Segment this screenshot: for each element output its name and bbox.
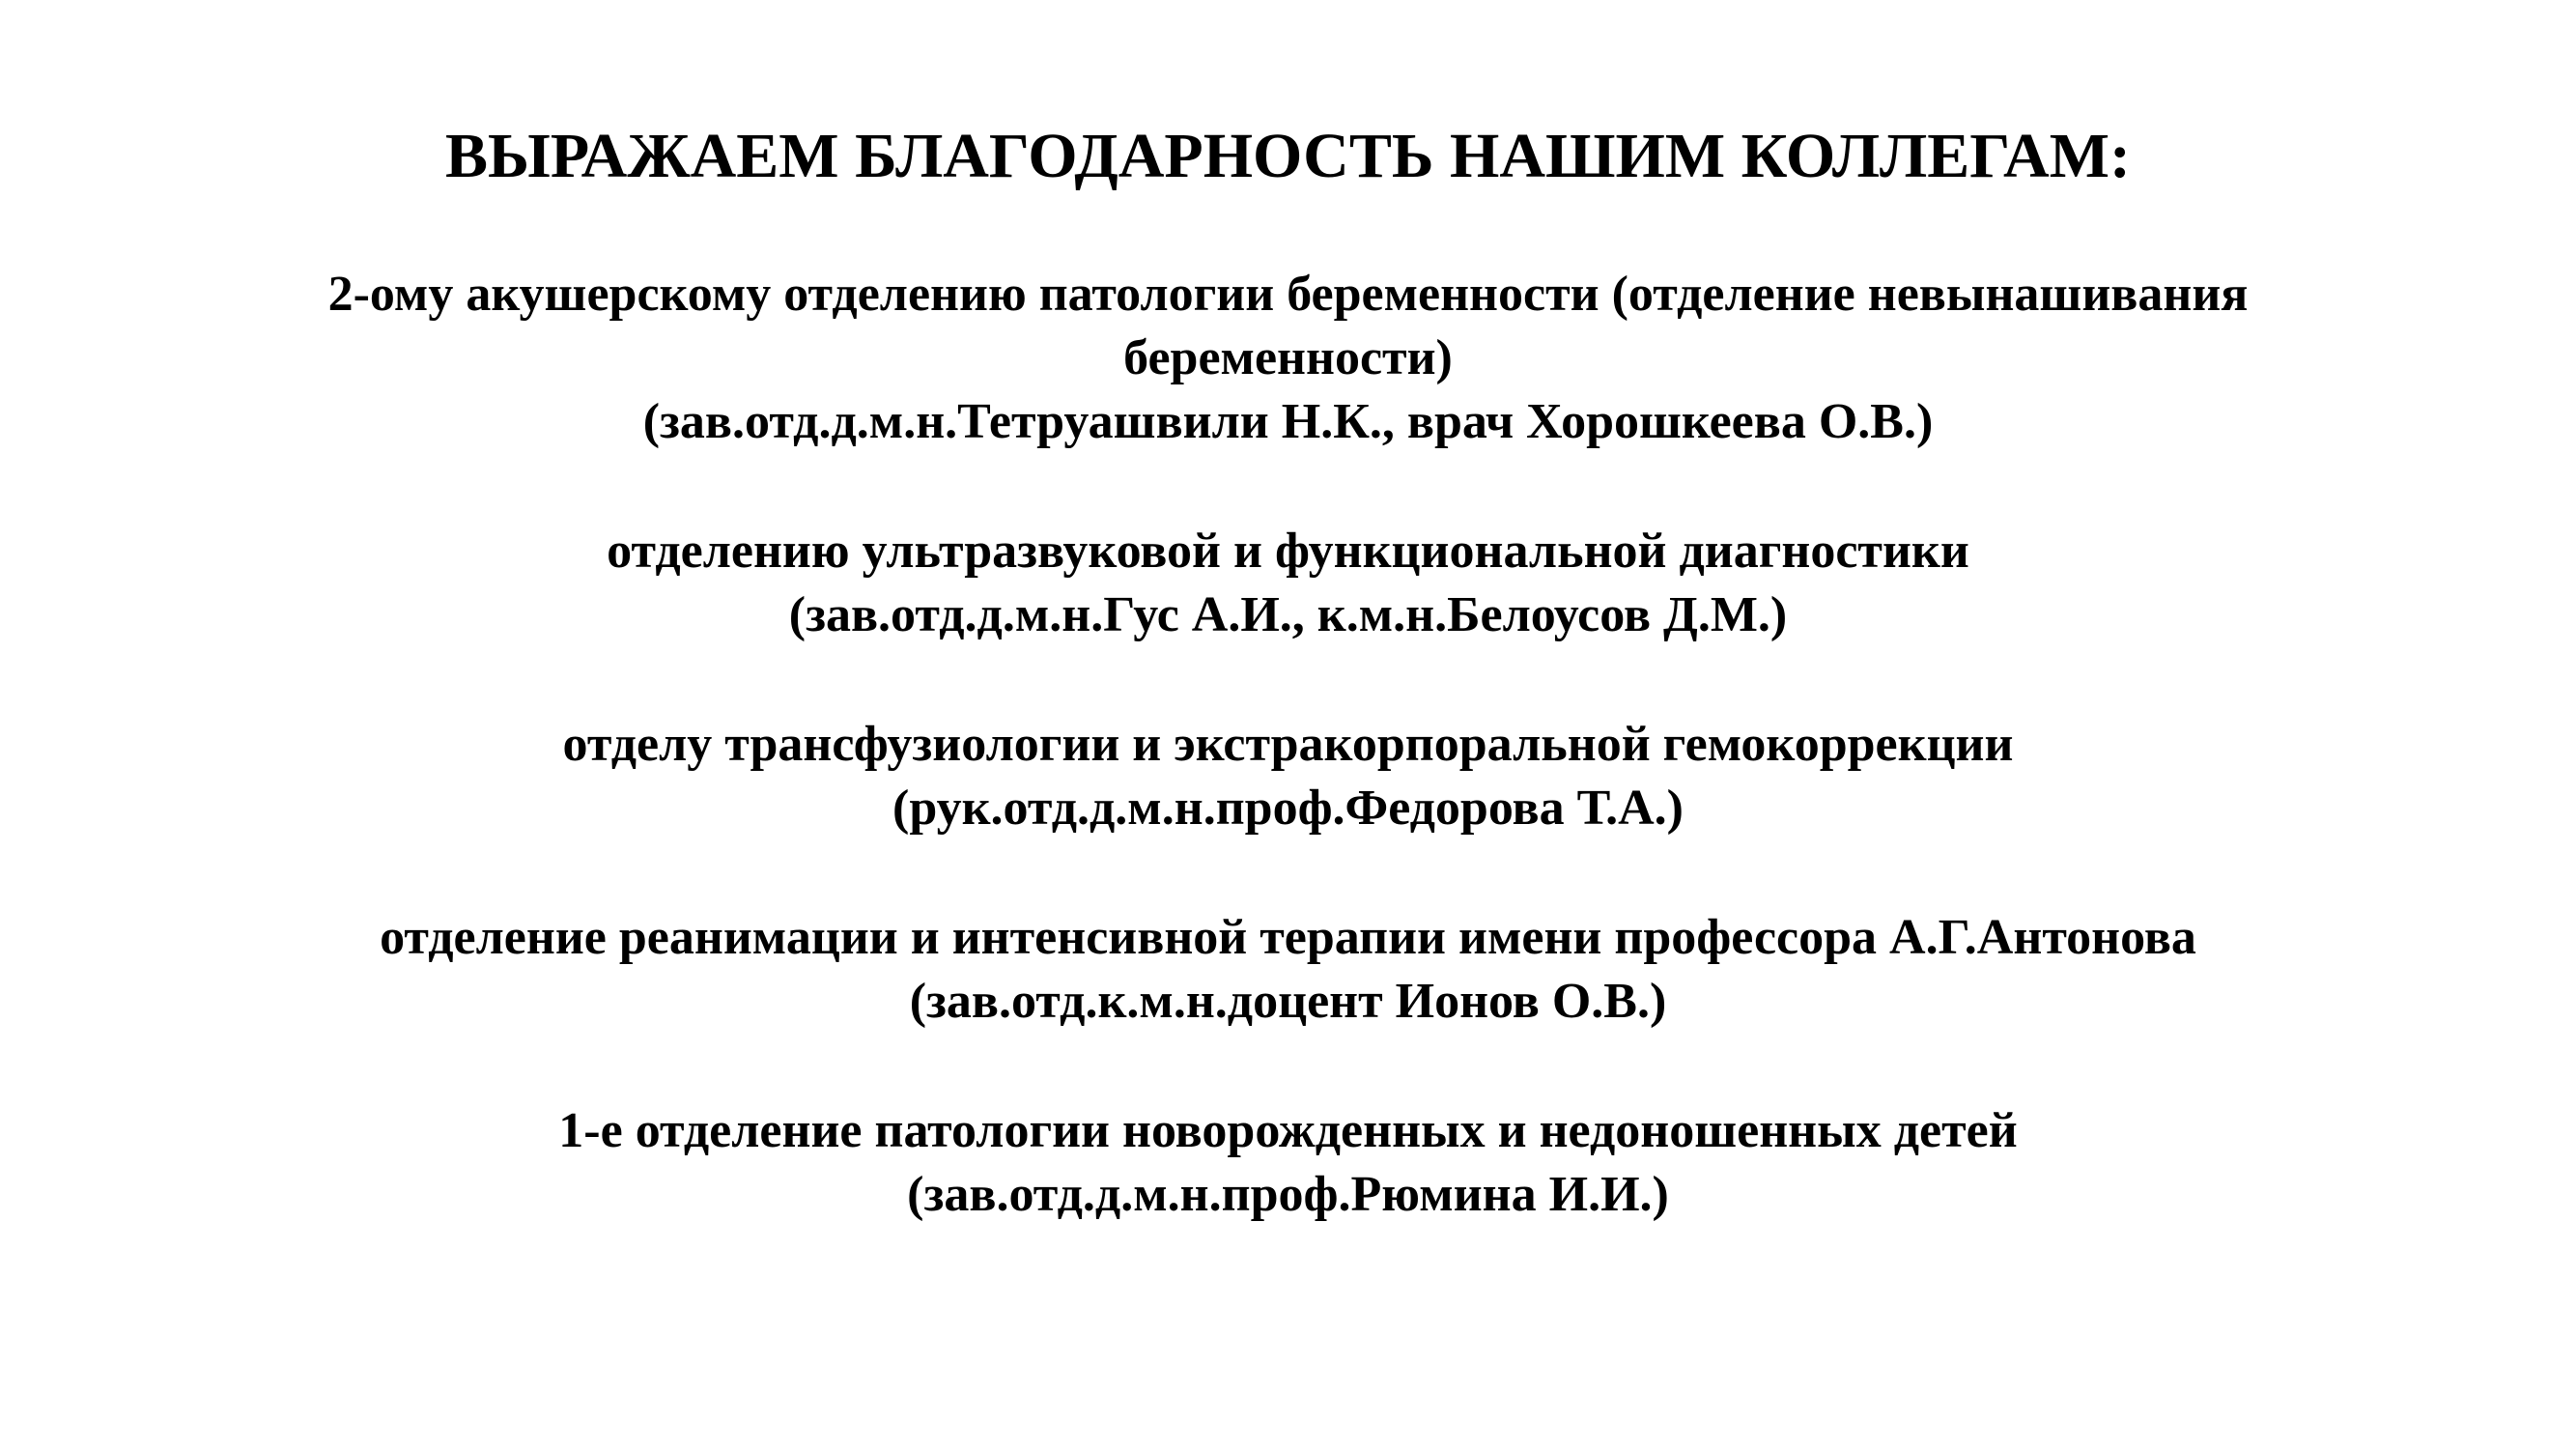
department-block-5 <box>193 1099 2383 1227</box>
department-staff-line: (зав.отд.д.м.н.Гус А.И., к.м.н.Белоусов Д.М.) <box>788 587 1788 642</box>
department-name-line: беременности) <box>1123 330 1453 385</box>
department-block-1 <box>193 263 2383 454</box>
department-staff-line: (рук.отд.д.м.н.проф.Федорова Т.А.) <box>892 781 1684 836</box>
department-block-4 <box>193 906 2383 1034</box>
department-block-3 <box>193 713 2383 840</box>
department-name-line: отделению ультразвуковой и функциональной диагностики <box>607 524 1969 579</box>
slide-title: ВЫРАЖАЕМ БЛАГОДАРНОСТЬ НАШИМ КОЛЛЕГАМ: <box>444 121 2131 191</box>
department-block-2 <box>193 520 2383 647</box>
department-name-line: отделу трансфузиологии и экстракорпоральной гемокоррекции <box>562 717 2014 772</box>
department-name-line: 1-е отделение патологии новорожденных и недоношенных детей <box>558 1103 2018 1158</box>
department-staff-line: (зав.отд.д.м.н.Тетруашвили Н.К., врач Хорошкеева О.В.) <box>642 394 1934 449</box>
department-name-line: отделение реанимации и интенсивной терапии имени профессора А.Г.Антонова <box>380 910 2196 965</box>
slide-content <box>193 118 2383 1293</box>
department-staff-line: (зав.отд.к.м.н.доцент Ионов О.В.) <box>909 974 1667 1029</box>
department-name-line: 2-ому акушерскому отделению патологии беременности (отделение невынашивания <box>327 267 2249 322</box>
department-staff-line: (зав.отд.д.м.н.проф.Рюмина И.И.) <box>907 1167 1669 1222</box>
